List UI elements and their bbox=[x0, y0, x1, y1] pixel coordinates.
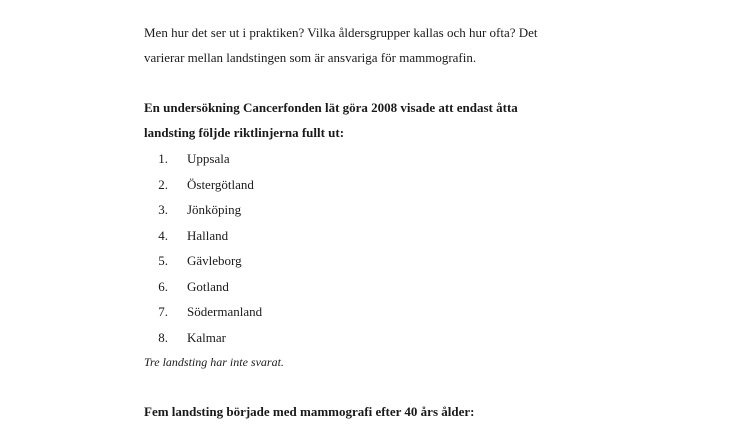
list-item-name: Halland bbox=[187, 227, 229, 243]
list-item-number: 3. bbox=[158, 202, 168, 217]
list-item bbox=[144, 248, 262, 274]
list-item-number: 1. bbox=[158, 151, 168, 166]
list-item bbox=[144, 223, 262, 249]
list-item-name: Jönköping bbox=[187, 202, 242, 217]
list-item-number: 7. bbox=[158, 304, 168, 319]
list-item-name: Kalmar bbox=[187, 329, 226, 345]
list-item-number: 6. bbox=[158, 278, 168, 294]
county-list bbox=[144, 146, 262, 350]
list-item bbox=[144, 197, 262, 223]
next-section-heading: Fem landsting började med mammografi efter 40 års ålder: bbox=[144, 404, 475, 419]
intro-paragraph bbox=[144, 20, 614, 70]
list-item bbox=[144, 146, 262, 172]
survey-heading-line-2: landsting följde riktlinjerna fullt ut: bbox=[144, 125, 345, 140]
survey-heading bbox=[144, 95, 614, 145]
intro-line-1: Men hur det ser ut i praktiken? Vilka åldersgrupper kallas och hur ofta? Det bbox=[144, 25, 538, 40]
list-item bbox=[144, 274, 262, 300]
intro-line-2: varierar mellan landstingen som är ansvariga för mammografin. bbox=[144, 50, 477, 65]
non-response-note: Tre landsting har inte svarat. bbox=[144, 355, 284, 369]
list-item-name: Södermanland bbox=[187, 304, 263, 319]
list-item-name: Gotland bbox=[187, 278, 229, 294]
list-item-name: Östergötland bbox=[187, 176, 254, 192]
list-item bbox=[144, 325, 262, 351]
list-item-number: 8. bbox=[158, 329, 168, 345]
list-item-number: 5. bbox=[158, 253, 168, 268]
survey-heading-line-1: En undersökning Cancerfonden lät göra 2008 visade att endast åtta bbox=[144, 100, 518, 115]
list-item-number: 2. bbox=[158, 176, 168, 192]
list-item bbox=[144, 299, 262, 325]
list-item-number: 4. bbox=[158, 227, 168, 243]
list-item-name: Uppsala bbox=[187, 151, 230, 166]
list-item-name: Gävleborg bbox=[187, 253, 242, 268]
list-item bbox=[144, 172, 262, 198]
